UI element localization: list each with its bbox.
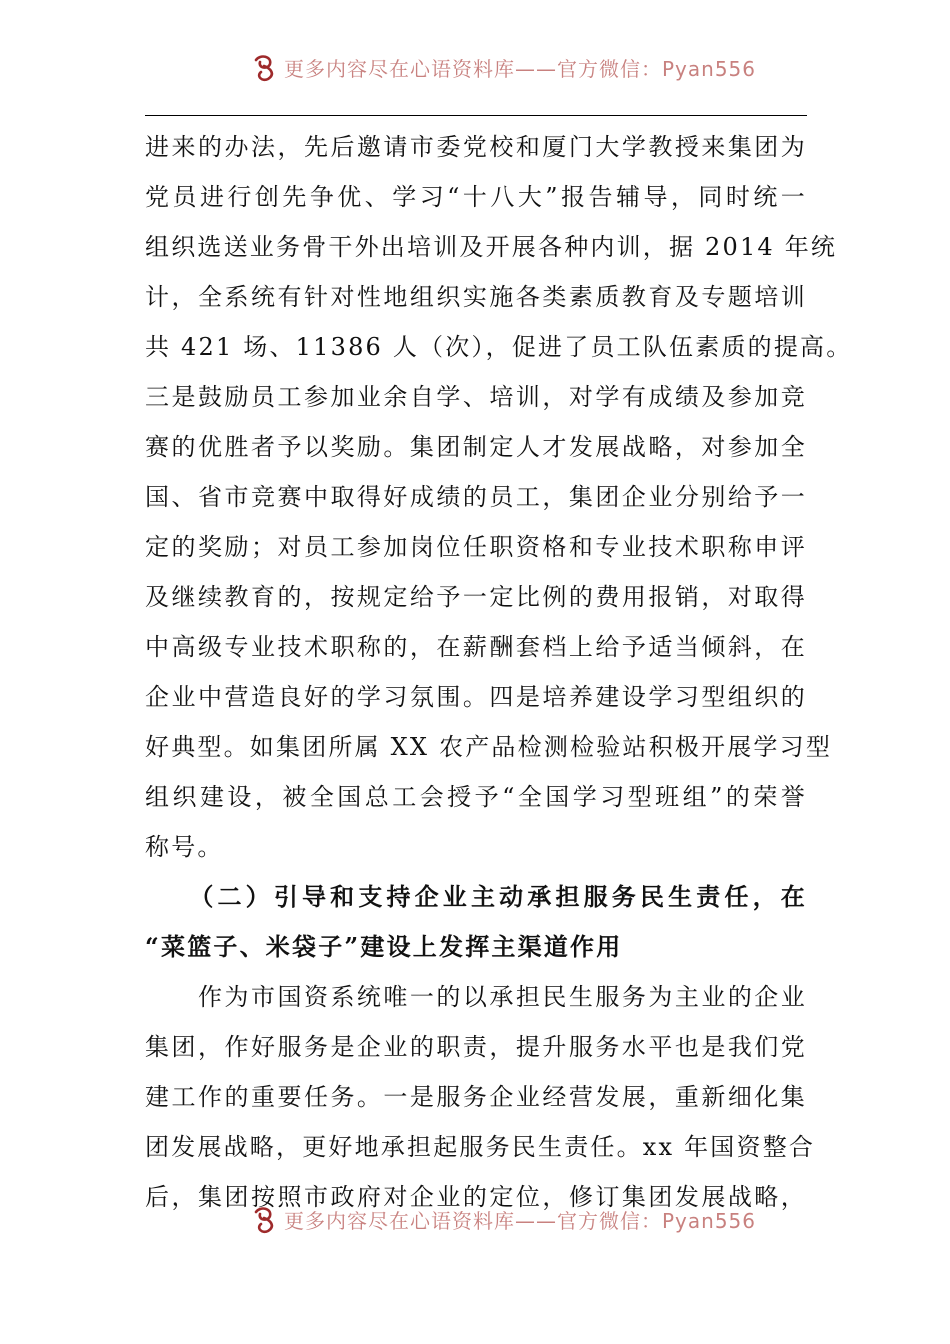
text-line: 党员进行创先争优、学习“十八大”报告辅导，同时统一: [145, 183, 807, 211]
text-line: 三是鼓励员工参加业余自学、培训，对学有成绩及参加竞: [145, 383, 807, 411]
text-line: 企业中营造良好的学习氛围。四是培养建设学习型组织的: [145, 683, 807, 711]
watermark-logo-icon: [250, 52, 280, 82]
text-line: 共 421 场、11386 人（次），促进了员工队伍素质的提高。: [145, 333, 853, 361]
text-line: 集团，作好服务是企业的职责，提升服务水平也是我们党: [145, 1033, 807, 1061]
section-heading-line: （二）引导和支持企业主动承担服务民生责任，在: [145, 882, 807, 911]
text-line: 团发展战略，更好地承担起服务民生责任。xx 年国资整合: [145, 1133, 816, 1161]
text-line: 称号。: [145, 833, 224, 861]
text-line: 赛的优胜者予以奖励。集团制定人才发展战略，对参加全: [145, 433, 807, 461]
text-line: 好典型。如集团所属 XX 农产品检测检验站积极开展学习型: [145, 733, 833, 761]
text-line: 后，集团按照市政府对企业的定位，修订集团发展战略，: [145, 1183, 807, 1211]
watermark-logo-icon: [250, 1204, 280, 1234]
footer-watermark: [250, 1204, 770, 1234]
text-line: 计，全系统有针对性地组织实施各类素质教育及专题培训: [145, 283, 807, 311]
text-line: 及继续教育的，按规定给予一定比例的费用报销，对取得: [145, 583, 807, 611]
header-rule: [145, 115, 807, 116]
header-watermark: [250, 52, 770, 82]
text-line: 国、省市竞赛中取得好成绩的员工，集团企业分别给予一: [145, 483, 807, 511]
watermark-text: 更多内容尽在心语资料库——官方微信：Pyan556: [284, 1208, 757, 1233]
text-line: 建工作的重要任务。一是服务企业经营发展，重新细化集: [145, 1083, 807, 1111]
text-line: 定的奖励；对员工参加岗位任职资格和专业技术职称申评: [145, 533, 807, 561]
text-line: 中高级专业技术职称的，在薪酬套档上给予适当倾斜，在: [145, 633, 807, 661]
watermark-text: 更多内容尽在心语资料库——官方微信：Pyan556: [284, 56, 757, 81]
section-heading-line: “菜篮子、米袋子”建设上发挥主渠道作用: [145, 932, 623, 961]
document-body: [145, 122, 853, 1222]
text-line: 作为市国资系统唯一的以承担民生服务为主业的企业: [145, 983, 807, 1011]
text-line: 组织选送业务骨干外出培训及开展各种内训，据 2014 年统: [145, 233, 838, 261]
text-line: 组织建设，被全国总工会授予“全国学习型班组”的荣誉: [145, 783, 807, 811]
text-line: 进来的办法，先后邀请市委党校和厦门大学教授来集团为: [145, 133, 807, 161]
